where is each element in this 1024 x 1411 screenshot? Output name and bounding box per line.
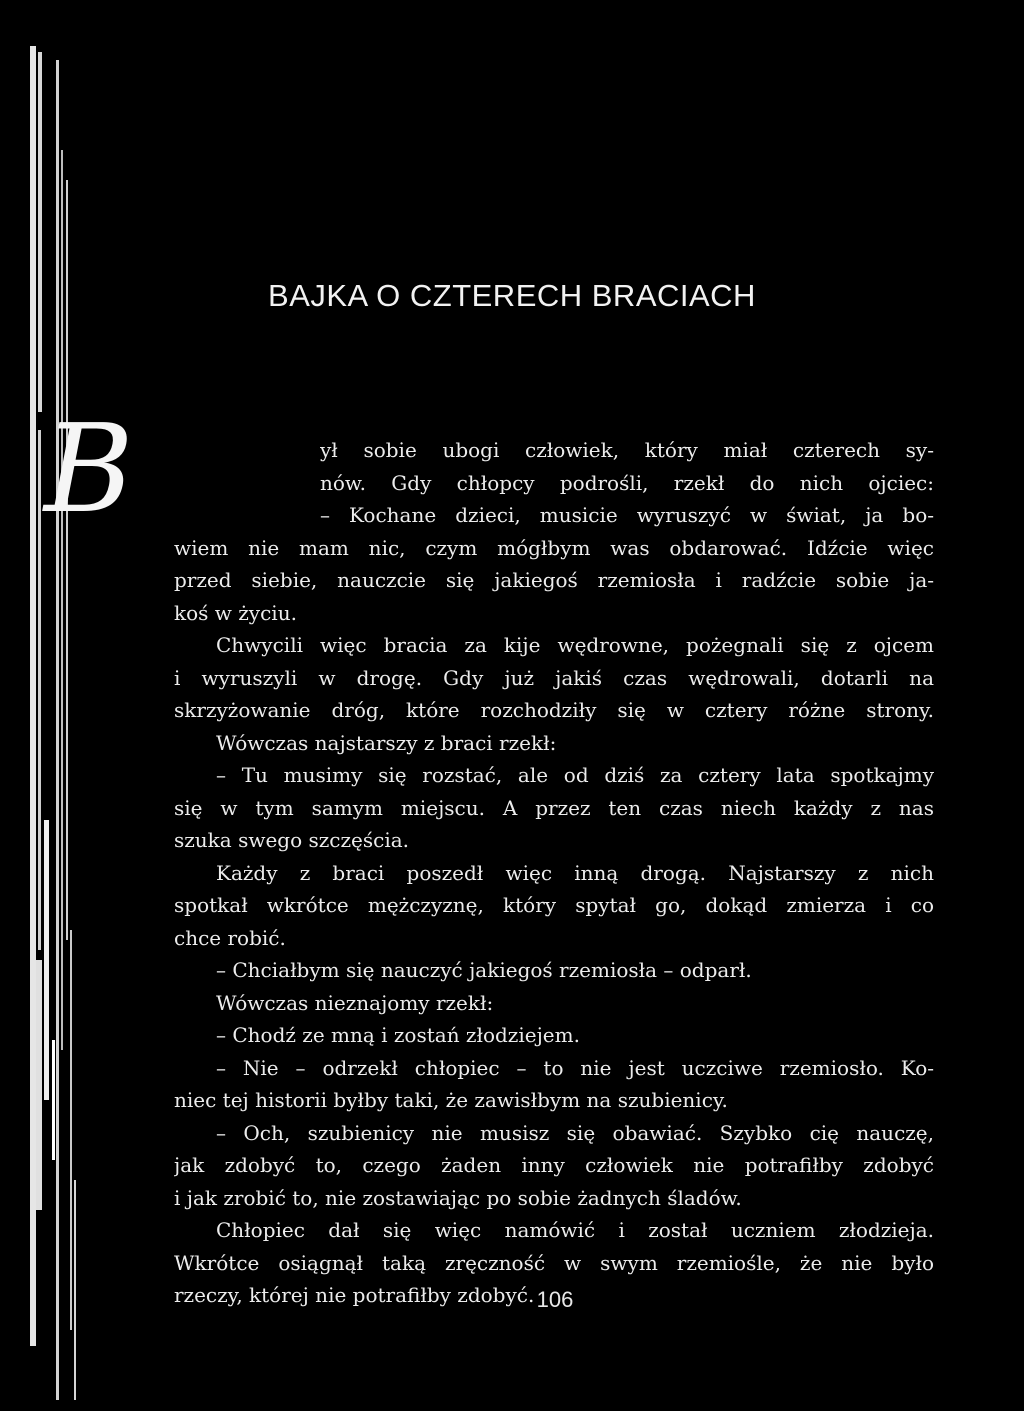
text-line: – Tu musimy się rozstać, ale od dziś za cztery lata spotkajmy <box>216 763 934 787</box>
text-line: Chłopiec dał się więc namówić i został uczniem złodzieja. <box>216 1218 934 1242</box>
text-line: i jak zrobić to, nie zostawiając po sobie żadnych śladów. <box>174 1185 742 1210</box>
text-line: – Chodź ze mną i zostań złodziejem. <box>216 1023 580 1047</box>
page-number: 106 <box>536 1287 574 1312</box>
text-line: spotkał wkrótce mężczyznę, który spytał go, dokąd zmierza i co <box>174 893 934 917</box>
text-line: chce robić. <box>174 925 286 950</box>
text-line: niec tej historii byłby taki, że zawisłbym na szubienicy. <box>174 1088 728 1112</box>
story-text-block <box>174 434 934 1312</box>
text-line: szuka swego szczęścia. <box>174 828 410 852</box>
text-line: – Kochane dzieci, musicie wyruszyć w świat, ja bo- <box>320 503 934 527</box>
text-line: koś w życiu. <box>174 600 297 625</box>
text-line: przed siebie, nauczcie się jakiegoś rzemiosła i radźcie sobie ja- <box>174 568 934 592</box>
text-line: – Chciałbym się nauczyć jakiegoś rzemiosła – odparł. <box>216 958 752 982</box>
text-line: – Och, szubienicy nie musisz się obawiać. Szybko cię nauczę, <box>216 1120 934 1145</box>
decorative-initial-letter: B <box>44 398 134 540</box>
text-line: Wkrótce osiągnął taką zręczność w swym rzemiośle, że nie było <box>174 1250 934 1275</box>
story-title: BAJKA O CZTERECH BRACIACH <box>268 278 756 313</box>
text-line: rzeczy, której nie potrafiłby zdobyć. <box>174 1283 535 1307</box>
text-line: Wówczas nieznajomy rzekł: <box>216 990 494 1015</box>
text-line: jak zdobyć to, czego żaden inny człowiek nie potrafiłby zdobyć <box>174 1153 934 1177</box>
text-line: wiem nie mam nic, czym mógłbym was obdarować. Idźcie więc <box>174 535 934 560</box>
text-line: – Nie – odrzekł chłopiec – to nie jest uczciwe rzemiosło. Ko- <box>216 1055 934 1080</box>
text-line: Każdy z braci poszedł więc inną drogą. Najstarszy z nich <box>216 860 934 885</box>
text-line: ył sobie ubogi człowiek, który miał czterech sy- <box>320 438 934 462</box>
text-line: się w tym samym miejscu. A przez ten czas niech każdy z nas <box>174 795 934 820</box>
text-line: Wówczas najstarszy z braci rzekł: <box>216 730 557 755</box>
text-line: Chwycili więc bracia za kije wędrowne, pożegnali się z ojcem <box>216 633 934 657</box>
text-line: skrzyżowanie dróg, które rozchodziły się w cztery różne strony. <box>174 698 934 722</box>
text-line: i wyruszyli w drogę. Gdy już jakiś czas wędrowali, dotarli na <box>174 665 934 690</box>
scan-edge-artifact <box>0 0 90 1411</box>
text-line: nów. Gdy chłopcy podrośli, rzekł do nich ojciec: <box>320 470 934 495</box>
